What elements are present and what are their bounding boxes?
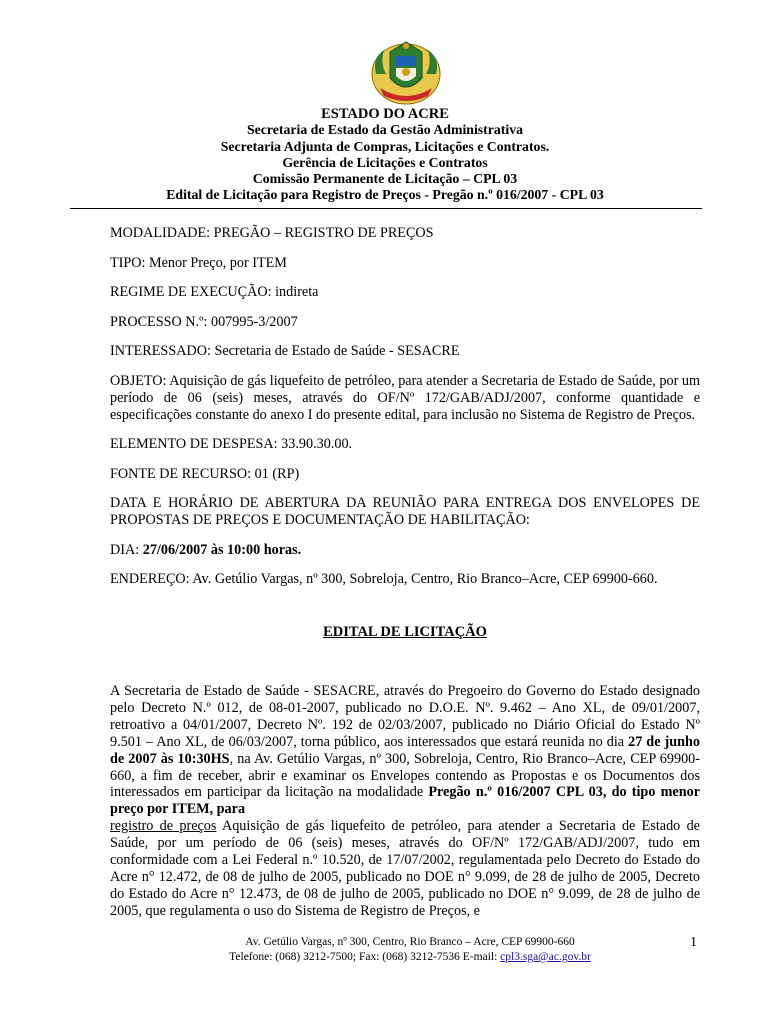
field-endereco: ENDEREÇO: Av. Getúlio Vargas, nº 300, Sobreloja, Centro, Rio Branco–Acre, CEP 69900-660. <box>110 571 658 587</box>
body-paragraph <box>110 683 700 920</box>
header-deputy-secretariat: Secretaria Adjunta de Compras, Licitações e Contratos. <box>220 138 550 154</box>
field-regime: REGIME DE EXECUÇÃO: indireta <box>110 284 319 300</box>
header-secretariat: Secretaria de Estado da Gestão Administrativa <box>246 122 524 138</box>
field-tipo: TIPO: Menor Preço, por ITEM <box>110 254 287 271</box>
document-header <box>70 106 700 204</box>
field-processo: PROCESSO N.º: 007995-3/2007 <box>110 313 298 330</box>
page-number: 1 <box>690 935 697 950</box>
page-footer <box>180 935 640 965</box>
field-dia <box>110 542 700 559</box>
body-text-1: A Secretaria de Estado de Saúde - SESACRE, através do Pregoeiro do Governo do Estado designado pelo Decreto N.º 012, de 08-01-2007, publicado no D.O.E. Nº. 9.462 – Ano XL, de 09/01/2007, retroativo a 04/01/2007, Decreto Nº. 192 de 02/03/2007, publicado no Diário Oficial do Estado Nº 9.501 – Ano XL, de 06/03/2007, torna público, aos interessados que estará reunida no dia <box>110 683 700 750</box>
body-underline-registro: registro de preços <box>110 818 217 835</box>
header-commission: Comissão Permanente de Licitação – CPL 03 <box>252 171 518 187</box>
footer-phones: Telefone: (068) 3212-7500; Fax: (068) 3212-7536 E-mail: <box>229 951 501 963</box>
body-bold-date: 27 de junho de 2007 às 10:30HS <box>110 733 700 767</box>
footer-contact <box>180 950 640 965</box>
field-fonte-recurso: FONTE DE RECURSO: 01 (RP) <box>110 465 300 482</box>
edital-fields <box>110 225 700 601</box>
body-bold-pregao: Pregão n.º 016/2007 CPL 03, do tipo menor preço por ITEM, para <box>110 784 700 818</box>
footer-address: Av. Getúlio Vargas, nº 300, Centro, Rio Branco – Acre, CEP 69900-660 <box>245 936 575 948</box>
header-divider <box>70 208 702 209</box>
field-objeto: OBJETO: Aquisição de gás liquefeito de petróleo, para atender a Secretaria de Estado de Saúde, por um período de 06 (seis) meses, através do OF/Nº 172/GAB/ADJ/2007, conforme quantidade e especificações constante do anexo I do presente edital, para inclusão no Sistema de Registro de Preços. <box>110 372 700 423</box>
header-management: Gerência de Licitações e Contratos <box>282 154 488 170</box>
field-elemento-despesa: ELEMENTO DE DESPESA: 33.90.30.00. <box>110 436 353 452</box>
coat-of-arms-seal <box>370 38 442 106</box>
header-state: ESTADO DO ACRE <box>321 106 449 122</box>
body-text-3: Aquisição de gás liquefeito de petróleo, para atender a Secretaria de Estado de Saúde, por um período de 06 (seis) meses, através do OF/Nº 172/GAB/ADJ/2007, tudo em conformidade com a Lei Federal n.º 10.520, de 17/07/2002, regulamentada pelo Decreto do Estado do Acre n° 12.472, de 08 de julho de 2005, publicado no DOE n° 9.099, de 28 de julho de 2005, Decreto do Estado do Acre n° 12.473, de 08 de julho de 2005, publicado no DOE n° 9.099, de 28 de julho de 2005, que regulamenta o uso do Sistema de Registro de Preços, e <box>110 818 700 919</box>
body-text-2: , na Av. Getúlio Vargas, nº 300, Sobreloja, Centro, Rio Branco–Acre, CEP 69900-660, a fim de receber, abrir e examinar os Envelopes contendo as Propostas e os Documentos dos interessados em participar da licitação na modalidade <box>110 750 700 801</box>
field-modalidade: MODALIDADE: PREGÃO – REGISTRO DE PREÇOS <box>110 225 434 241</box>
field-data-horario: DATA E HORÁRIO DE ABERTURA DA REUNIÃO PARA ENTREGA DOS ENVELOPES DE PROPOSTAS DE PREÇOS E DOCUMENTAÇÃO DE HABILITAÇÃO: <box>110 495 700 528</box>
edital-title: EDITAL DE LICITAÇÃO <box>323 624 487 640</box>
header-edital: Edital de Licitação para Registro de Preços - Pregão n.º 016/2007 - CPL 03 <box>166 187 604 203</box>
footer-email-link[interactable]: cpl3.sga@ac.gov.br <box>500 951 591 963</box>
field-interessado: INTERESSADO: Secretaria de Estado de Saúde - SESACRE <box>110 343 460 359</box>
field-dia-label: DIA: <box>110 541 143 558</box>
field-dia-value: 27/06/2007 às 10:00 horas. <box>142 541 302 558</box>
